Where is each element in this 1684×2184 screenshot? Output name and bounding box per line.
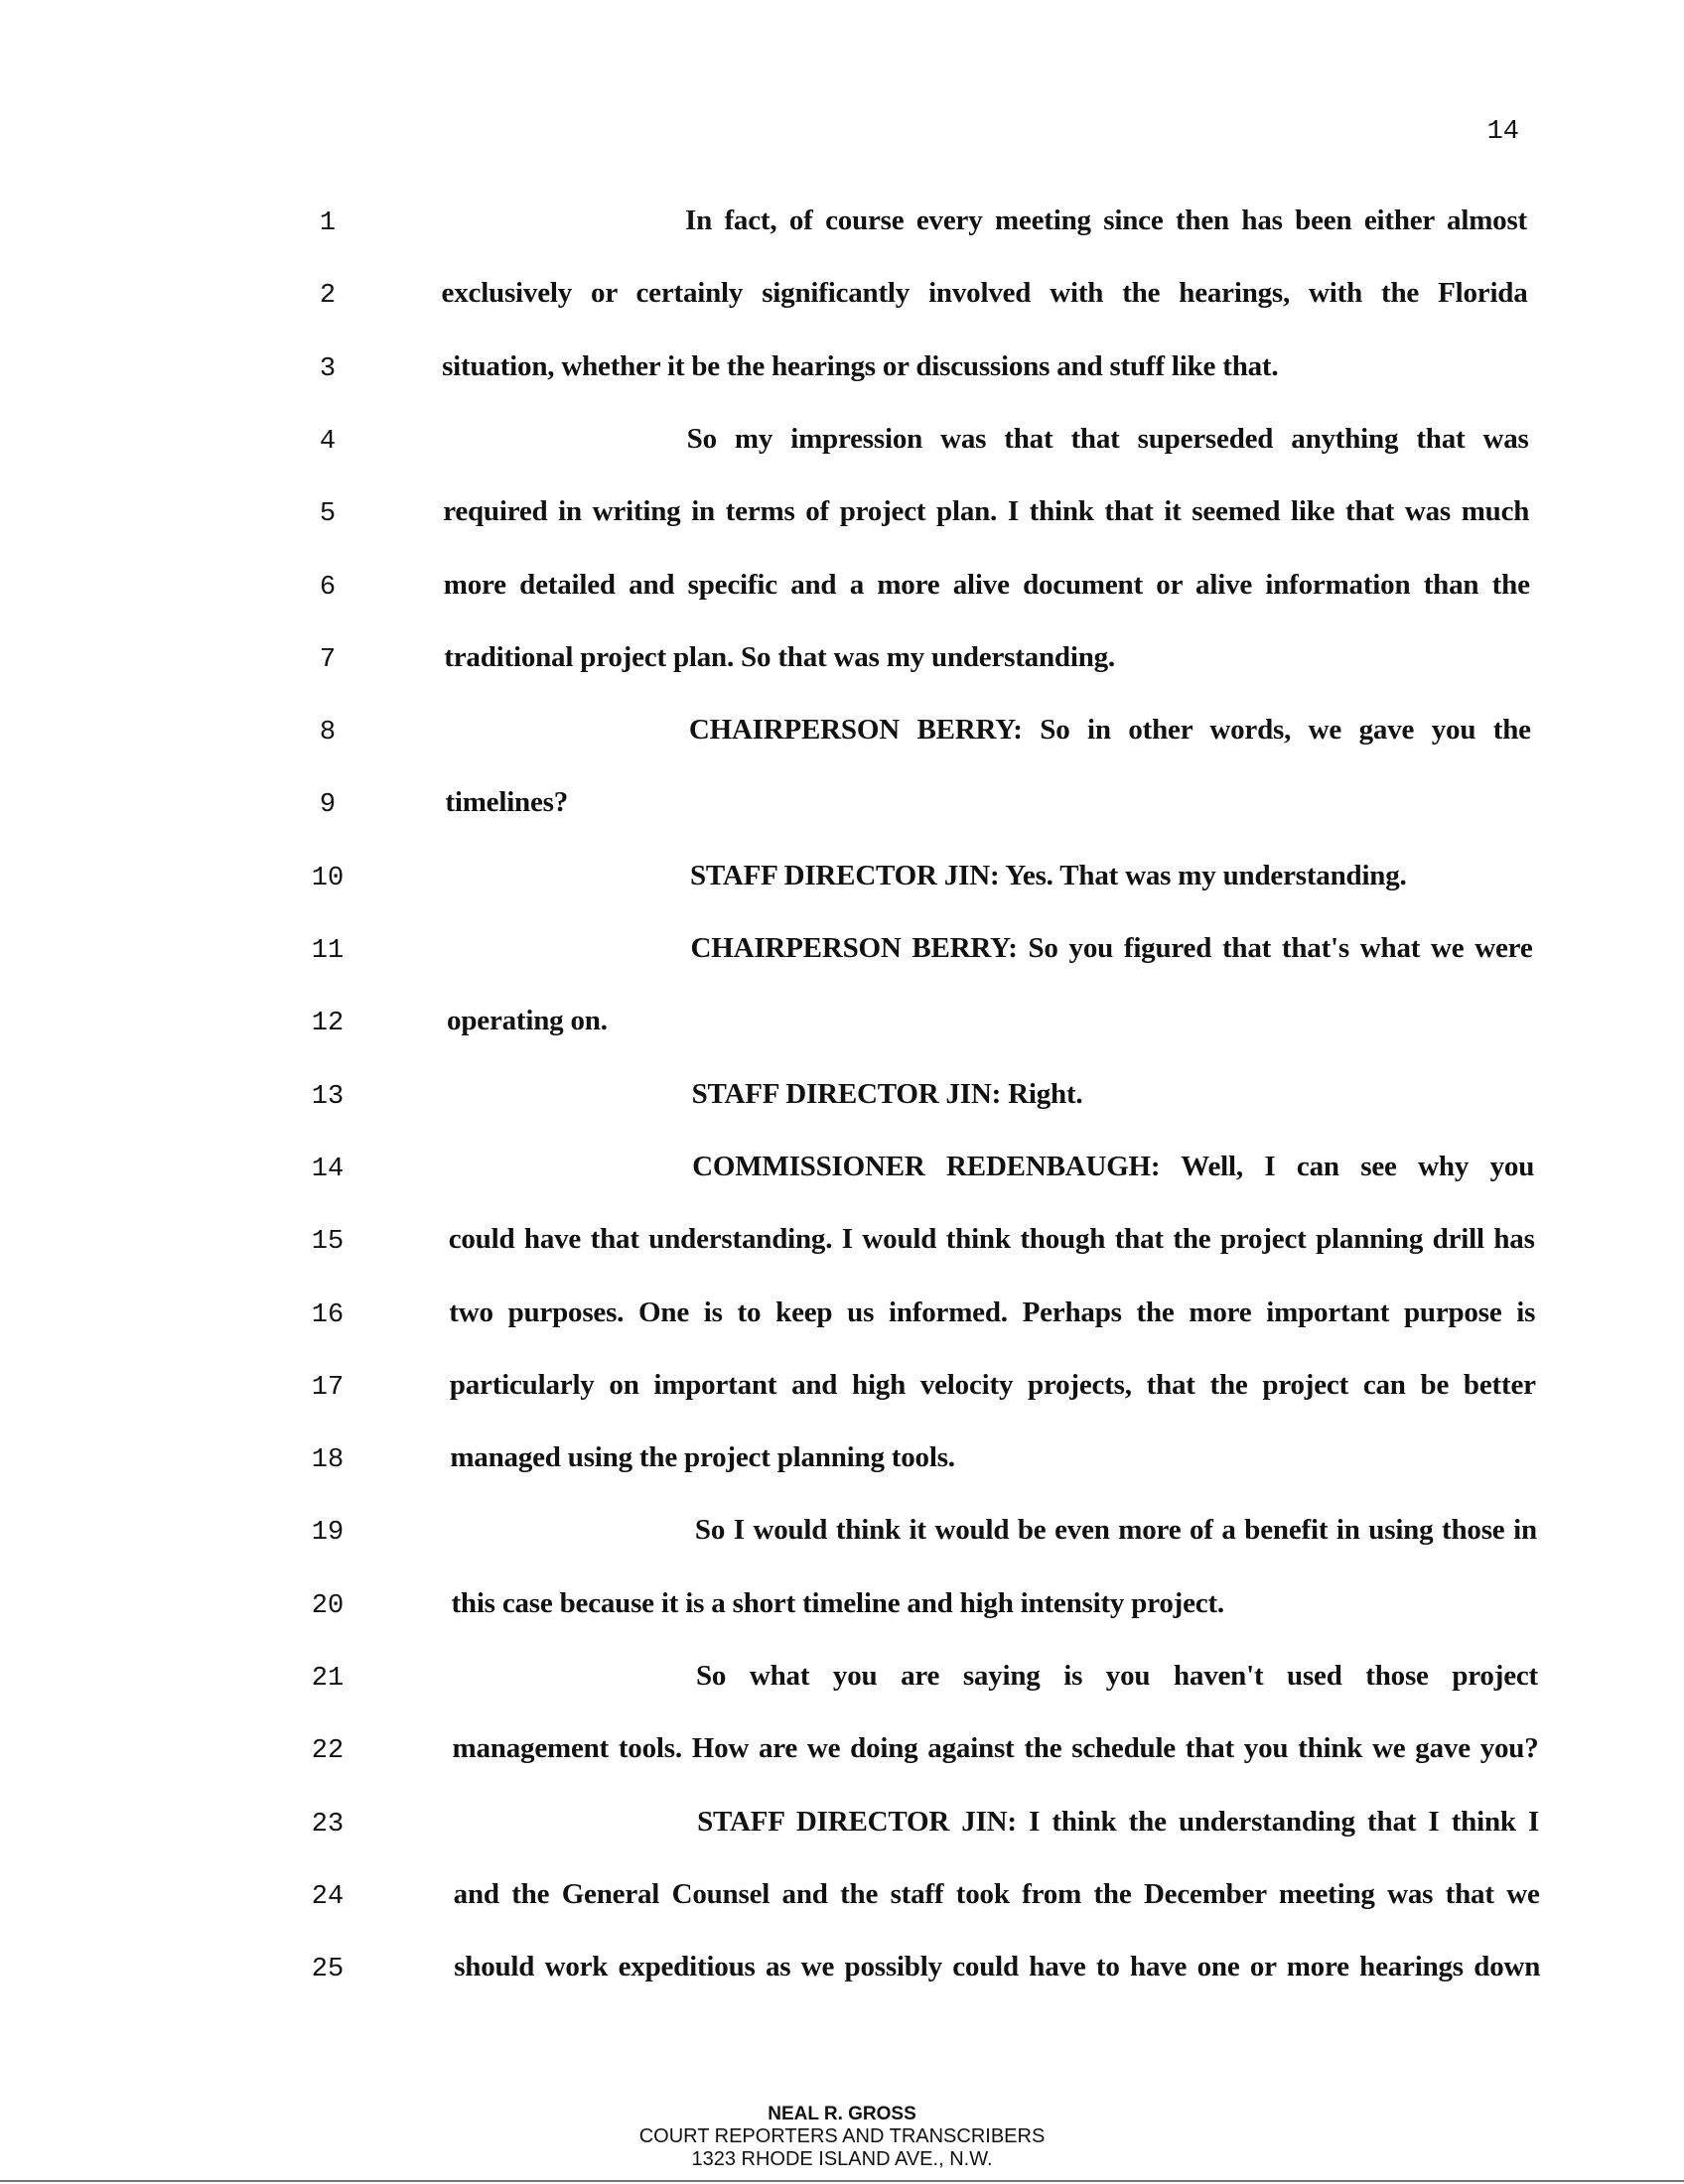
footer-address: 1323 RHODE ISLAND AVE., N.W. <box>691 2148 993 2170</box>
line-number: 2 <box>319 281 337 312</box>
transcript-line <box>0 205 1684 254</box>
line-number: 4 <box>319 426 337 457</box>
line-text: more detailed and specific and a more alive document or alive information than the <box>443 568 1530 601</box>
line-number: 25 <box>311 1955 345 1985</box>
line-number: 16 <box>311 1299 345 1330</box>
footer-reporter-name: NEAL R. GROSS <box>768 2104 916 2124</box>
line-number: 10 <box>311 863 345 893</box>
transcript-line <box>0 569 1684 618</box>
footer-company: COURT REPORTERS AND TRANSCRIBERS <box>638 2125 1046 2147</box>
line-number: 13 <box>311 1081 345 1112</box>
line-text: could have that understanding. I would think though that the project planning drill has <box>448 1223 1535 1256</box>
transcript-line <box>0 1441 1684 1491</box>
transcript-line <box>0 1951 1684 2000</box>
transcript-line <box>0 1223 1684 1273</box>
line-text: exclusively or certainly significantly involved with the hearings, with the Florida <box>441 277 1528 310</box>
line-number: 5 <box>319 499 337 530</box>
line-text: COMMISSIONER REDENBAUGH: Well, I can see why you <box>692 1150 1535 1182</box>
line-number: 17 <box>311 1372 345 1403</box>
transcript-line <box>0 1587 1684 1637</box>
transcript-line <box>0 277 1684 327</box>
page-number: 14 <box>1486 117 1519 147</box>
line-text: CHAIRPERSON BERRY: So you figured that that's what we were <box>690 932 1533 964</box>
transcript-line <box>0 1297 1684 1346</box>
transcript-line <box>0 423 1684 473</box>
line-text: managed using the project planning tools. <box>450 1441 955 1474</box>
footer <box>0 2103 1684 2171</box>
transcript-line <box>0 350 1684 400</box>
line-number: 22 <box>311 1736 345 1767</box>
line-text: timelines? <box>445 786 569 819</box>
line-number: 21 <box>311 1664 345 1694</box>
transcript-line <box>0 1660 1684 1709</box>
line-text: STAFF DIRECTOR JIN: Yes. That was my understanding. <box>689 859 1407 891</box>
line-text: CHAIRPERSON BERRY: So in other words, we gave you the <box>688 714 1531 747</box>
transcript-line <box>0 1005 1684 1054</box>
line-text: So what you are saying is you haven't used those project <box>696 1660 1538 1692</box>
line-text: traditional project plan. So that was my understanding. <box>444 640 1115 673</box>
transcript-line <box>0 860 1684 909</box>
transcript-line <box>0 495 1684 545</box>
line-text: In fact, of course every meeting since then has been either almost <box>685 205 1527 236</box>
line-text: two purposes. One is to keep us informed. Perhaps the more important purpose is <box>449 1296 1536 1328</box>
transcript-line <box>0 1151 1684 1200</box>
transcript-line <box>0 714 1684 763</box>
transcript-line <box>0 1369 1684 1419</box>
line-text: and the General Counsel and the staff took from the December meeting was that we <box>453 1877 1540 1910</box>
line-text: situation, whether it be the hearings or discussions and stuff like that. <box>442 349 1279 382</box>
bottom-rule <box>0 2180 1684 2182</box>
line-text: operating on. <box>447 1005 608 1037</box>
line-number: 1 <box>319 208 337 238</box>
line-text: So I would think it would be even more of a benefit in using those in <box>694 1514 1537 1547</box>
transcript-line <box>0 1078 1684 1128</box>
line-number: 14 <box>311 1154 345 1184</box>
line-number: 7 <box>319 644 337 675</box>
line-number: 20 <box>311 1590 345 1621</box>
transcript-line <box>0 932 1684 982</box>
line-text: required in writing in terms of project plan. I think that it seemed like that was much <box>443 495 1530 528</box>
line-number: 3 <box>319 353 337 384</box>
line-text: this case because it is a short timeline and high intensity project. <box>451 1586 1224 1619</box>
line-number: 9 <box>319 790 337 821</box>
line-text: management tools. How are we doing against the schedule that you think we gave you? <box>452 1732 1539 1765</box>
line-number: 23 <box>311 1809 345 1840</box>
line-number: 11 <box>311 936 345 966</box>
line-text: should work expeditious as we possibly could have to have one or more hearings down <box>454 1951 1541 1983</box>
line-text: So my impression was that that superseded anything that was <box>686 422 1529 455</box>
transcript-line <box>0 641 1684 691</box>
transcript-line <box>0 786 1684 836</box>
line-text: STAFF DIRECTOR JIN: Right. <box>691 1077 1083 1110</box>
line-number: 24 <box>311 1881 345 1912</box>
transcript-line <box>0 1732 1684 1782</box>
transcript-line <box>0 1806 1684 1855</box>
transcript-line <box>0 1878 1684 1928</box>
line-number: 12 <box>311 1009 345 1039</box>
line-number: 19 <box>311 1518 345 1549</box>
line-text: particularly on important and high velocity projects, that the project can be better <box>449 1368 1536 1401</box>
line-number: 18 <box>311 1445 345 1476</box>
line-number: 15 <box>311 1227 345 1258</box>
line-number: 8 <box>319 718 337 749</box>
transcript-line <box>0 1514 1684 1564</box>
line-number: 6 <box>319 572 337 603</box>
line-text: STAFF DIRECTOR JIN: I think the understanding that I think I <box>697 1805 1540 1838</box>
